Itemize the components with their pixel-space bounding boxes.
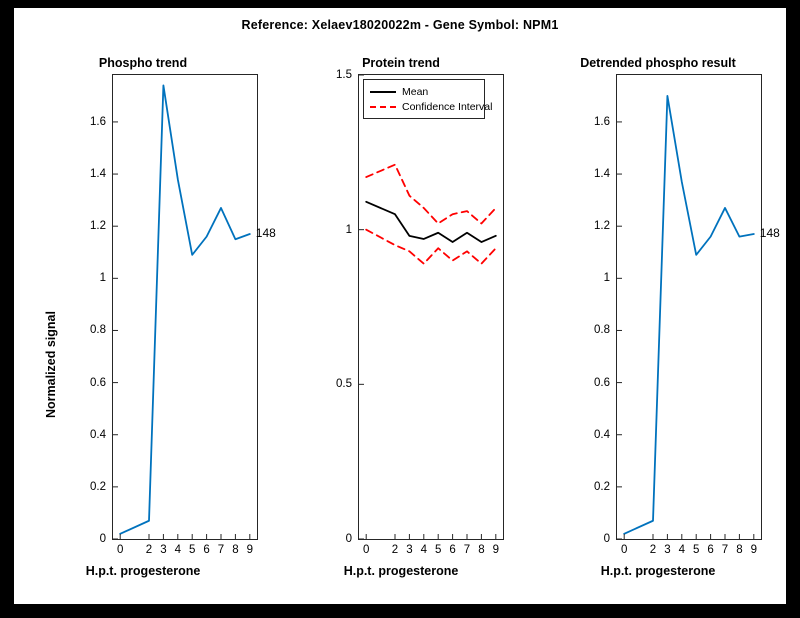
x-tick-label: 3 (664, 544, 671, 556)
y-tick-label: 0.5 (336, 378, 352, 391)
x-tick-label: 3 (406, 544, 413, 556)
y-tick-label: 1.2 (90, 220, 106, 233)
plot-area-protein (358, 74, 504, 540)
x-tick-label: 9 (246, 544, 253, 556)
x-tick-label: 4 (174, 544, 181, 556)
x-tick-label: 5 (434, 544, 442, 556)
phospho-trend-line (113, 75, 257, 539)
protein-trend-lines (359, 75, 503, 539)
plot-area-detrended (616, 74, 762, 540)
x-axis-label-phospho: H.p.t. progesterone (85, 564, 201, 578)
detrended-phospho-line (617, 75, 761, 539)
y-tick-label: 0.8 (90, 324, 106, 337)
y-tick-label: 1.4 (90, 168, 106, 181)
y-tick-label: 0.8 (594, 324, 610, 337)
x-tick-label: 7 (721, 544, 729, 556)
x-axis-label-detrended: H.p.t. progesterone (600, 564, 716, 578)
y-tick-label: 1 (99, 272, 106, 285)
y-tick-label: 0.4 (90, 428, 106, 441)
y-tick-label: 0 (99, 533, 106, 545)
x-tick-label: 8 (736, 544, 743, 556)
panel-title-protein: Protein trend (362, 56, 440, 70)
x-tick-label: 9 (492, 544, 499, 556)
y-tick-label: 1.6 (594, 115, 610, 128)
x-tick-label: 4 (678, 544, 685, 556)
legend-label-mean: Mean (402, 85, 429, 98)
legend-entry-mean (370, 84, 478, 99)
y-tick-label: 0.6 (90, 376, 106, 389)
x-tick-label: 6 (203, 544, 210, 556)
y-tick-label: 1.4 (594, 168, 610, 181)
panel-title-detrended: Detrended phospho result (580, 56, 736, 70)
panel-title-phospho: Phospho trend (98, 56, 188, 70)
y-tick-label: 1.2 (594, 220, 610, 233)
x-tick-label: 2 (391, 544, 399, 556)
plot-area-phospho (112, 74, 258, 540)
x-tick-label: 3 (160, 544, 167, 556)
y-tick-label: 1.6 (90, 115, 106, 128)
y-tick-label: 0.6 (594, 376, 610, 389)
y-tick-label: 1.5 (336, 69, 352, 81)
y-axis-label: Normalized signal (44, 311, 58, 418)
x-tick-label: 7 (463, 544, 471, 556)
panel-phospho-trend (14, 48, 276, 588)
x-tick-label: 5 (692, 544, 700, 556)
panel-detrended-phospho (530, 48, 786, 588)
y-tick-label: 0 (345, 533, 352, 545)
y-tick-label: 1 (603, 272, 610, 285)
legend-swatch-mean (370, 91, 396, 93)
legend-swatch-confidence-interval (370, 106, 396, 108)
y-tick-label: 0.2 (90, 480, 106, 493)
x-axis-label-protein: H.p.t. progesterone (343, 564, 459, 578)
x-tick-label: 2 (649, 544, 657, 556)
x-tick-label: 9 (750, 544, 757, 556)
x-tick-label: 6 (449, 544, 456, 556)
figure-title: Reference: Xelaev18020022m - Gene Symbol: NPM1 (241, 18, 559, 32)
panel-protein-trend (272, 48, 530, 588)
legend-entry-confidence-interval (370, 99, 493, 114)
y-tick-label: 0.4 (594, 428, 610, 441)
legend-protein (363, 79, 493, 119)
x-tick-label: 4 (420, 544, 427, 556)
x-tick-label: 2 (145, 544, 153, 556)
x-tick-label: 7 (217, 544, 225, 556)
figure-canvas (14, 8, 786, 604)
x-tick-label: 8 (478, 544, 485, 556)
end-label-phospho: 148 (255, 226, 276, 240)
legend-label-confidence-interval: Confidence Interval (402, 100, 493, 113)
y-tick-label: 0 (603, 533, 610, 545)
y-tick-label: 0.2 (594, 480, 610, 493)
x-tick-label: 6 (707, 544, 714, 556)
y-tick-label: 1 (345, 223, 352, 236)
x-tick-label: 0 (620, 544, 628, 556)
x-tick-label: 5 (188, 544, 196, 556)
end-label-detrended: 148 (759, 226, 780, 240)
x-tick-label: 0 (116, 544, 124, 556)
x-tick-label: 8 (232, 544, 239, 556)
x-tick-label: 0 (362, 544, 370, 556)
